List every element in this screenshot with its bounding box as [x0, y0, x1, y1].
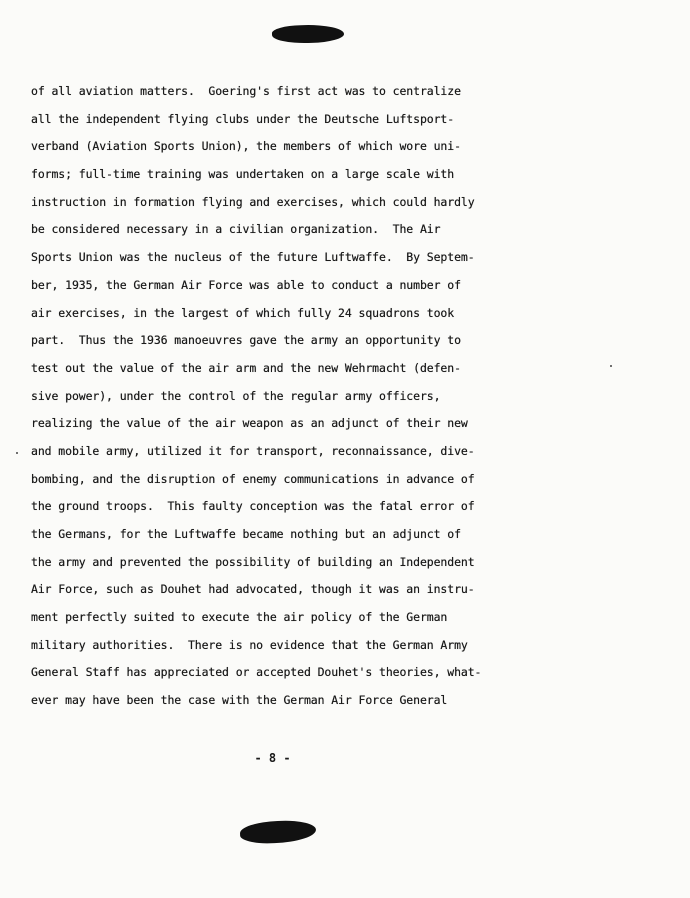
redaction-mark-bottom	[240, 820, 317, 845]
text-line: be considered necessary in a civilian organization. The Air	[31, 222, 441, 237]
text-line: of all aviation matters. Goering's first act was to centralize	[31, 84, 461, 98]
text-line: ever may have been the case with the German Air Force General	[31, 693, 448, 708]
text-line: ment perfectly suited to execute the air policy of the German	[31, 610, 448, 625]
text-line: all the independent flying clubs under the Deutsche Luftsport-	[31, 111, 455, 126]
text-line: verband (Aviation Sports Union), the members of which wore uni-	[31, 139, 461, 154]
text-line: air exercises, in the largest of which fully 24 squadrons took	[31, 305, 455, 320]
text-line: ber, 1935, the German Air Force was able to conduct a number of	[31, 277, 461, 292]
scan-speck	[16, 452, 18, 454]
text-line: sive power), under the control of the regular army officers,	[31, 388, 441, 403]
text-line: bombing, and the disruption of enemy communications in advance of	[31, 471, 475, 486]
page-number: - 8 -	[254, 751, 291, 765]
text-line: instruction in formation flying and exercises, which could hardly	[31, 194, 475, 209]
text-line: Air Force, such as Douhet had advocated, though it was an instru-	[31, 582, 475, 597]
text-line: forms; full-time training was undertaken on a large scale with	[31, 167, 455, 182]
text-line: the army and prevented the possibility of building an Independent	[31, 554, 475, 569]
text-line: and mobile army, utilized it for transport, reconnaissance, dive-	[31, 443, 475, 458]
text-line: the Germans, for the Luftwaffe became nothing but an adjunct of	[31, 527, 461, 541]
text-line: Sports Union was the nucleus of the future Luftwaffe. By Septem-	[31, 250, 475, 265]
redaction-mark-top	[272, 24, 344, 44]
scan-speck	[610, 365, 612, 367]
text-line: test out the value of the air arm and the new Wehrmacht (defen-	[31, 360, 461, 375]
text-line: General Staff has appreciated or accepted Douhet's theories, what-	[31, 665, 482, 680]
text-line: the ground troops. This faulty conception was the fatal error of	[31, 499, 475, 514]
text-line: part. Thus the 1936 manoeuvres gave the army an opportunity to	[31, 333, 461, 348]
text-line: realizing the value of the air weapon as an adjunct of their new	[31, 416, 468, 431]
body-text	[31, 78, 511, 715]
text-line: military authorities. There is no evidence that the German Army	[31, 637, 468, 652]
